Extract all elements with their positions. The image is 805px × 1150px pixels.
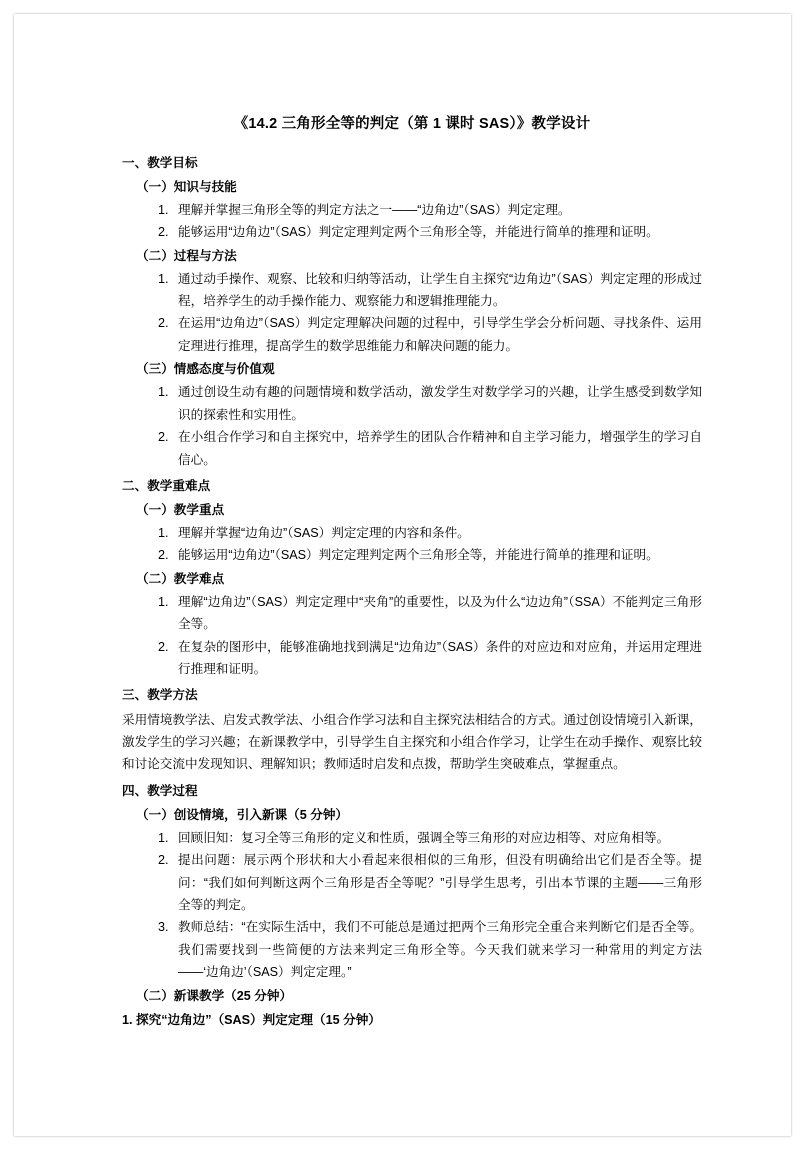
section-heading-4: 四、教学过程 xyxy=(122,783,198,798)
subsection-heading-2-1: （一）教学重点 xyxy=(136,502,225,517)
list-section-2-2 xyxy=(124,591,702,681)
subsection-heading-1-1: （一）知识与技能 xyxy=(136,179,237,194)
list-section-1-3 xyxy=(124,381,702,471)
list-item: 1. 理解并掌握三角形全等的判定方法之一——“边角边”（SAS）判定定理。 xyxy=(172,199,702,221)
list-section-2-1 xyxy=(124,522,702,567)
list-item: 2. 提出问题：展示两个形状和大小看起来很相似的三角形，但没有明确给出它们是否全等。提问：“我们如何判断这两个三角形是否全等呢？”引导学生思考，引出本节课的主题——三角形全等的判定。 xyxy=(172,849,702,916)
section-heading-1: 一、教学目标 xyxy=(122,155,198,170)
list-item: 3. 教师总结：“在实际生活中，我们不可能总是通过把两个三角形完全重合来判断它们是否全等。我们需要找到一些简便的方法来判定三角形全等。今天我们就来学习一种常用的判定方法——‘边角边’（SAS）判定定理。” xyxy=(172,916,702,983)
section-3-paragraph: 采用情境教学法、启发式教学法、小组合作学习法和自主探究法相结合的方式。通过创设情境引入新课，激发学生的学习兴趣；在新课教学中，引导学生自主探究和小组合作学习，让学生在动手操作、观察比较和讨论交流中发现知识、理解知识；教师适时启发和点拨，帮助学生突破难点，掌握重点。 xyxy=(122,712,702,772)
list-item: 1. 通过动手操作、观察、比较和归纳等活动，让学生自主探究“边角边”（SAS）判定定理的形成过程，培养学生的动手操作能力、观察能力和逻辑推理能力。 xyxy=(172,268,702,313)
subsection-heading-4-2: （二）新课教学（25 分钟） xyxy=(136,988,293,1003)
subsection-heading-2-2: （二）教学难点 xyxy=(136,571,225,586)
list-item: 2. 在小组合作学习和自主探究中，培养学生的团队合作精神和自主学习能力，增强学生的学习自信心。 xyxy=(172,426,702,471)
subsection-heading-4-2-1: 1. 探究“边角边”（SAS）判定定理（15 分钟） xyxy=(122,1012,381,1027)
document-content xyxy=(122,114,702,1032)
section-heading-3: 三、教学方法 xyxy=(122,688,198,703)
list-item: 1. 回顾旧知：复习全等三角形的定义和性质，强调全等三角形的对应边相等、对应角相等。 xyxy=(172,827,702,849)
list-section-1-2 xyxy=(124,268,702,358)
list-item: 2. 在复杂的图形中，能够准确地找到满足“边角边”（SAS）条件的对应边和对应角，并运用定理进行推理和证明。 xyxy=(172,636,702,681)
list-item: 1. 通过创设生动有趣的问题情境和数学活动，激发学生对数学学习的兴趣，让学生感受到数学知识的探索性和实用性。 xyxy=(172,381,702,426)
subsection-heading-4-1: （一）创设情境，引入新课（5 分钟） xyxy=(136,807,349,822)
list-item: 1. 理解并掌握“边角边”（SAS）判定定理的内容和条件。 xyxy=(172,522,702,544)
section-heading-2: 二、教学重难点 xyxy=(122,478,211,493)
list-item: 2. 在运用“边角边”（SAS）判定定理解决问题的过程中，引导学生学会分析问题、寻找条件、运用定理进行推理，提高学生的数学思维能力和解决问题的能力。 xyxy=(172,312,702,357)
list-section-1-1 xyxy=(124,199,702,244)
list-item: 1. 理解“边角边”（SAS）判定定理中“夹角”的重要性，以及为什么“边边角”（SSA）不能判定三角形全等。 xyxy=(172,591,702,636)
subsection-heading-1-2: （二）过程与方法 xyxy=(136,248,237,263)
list-section-4-1 xyxy=(124,827,702,984)
page-title: 《14.2 三角形全等的判定（第 1 课时 SAS）》教学设计 xyxy=(233,116,591,132)
document-sheet xyxy=(14,14,791,1136)
list-item: 2. 能够运用“边角边”（SAS）判定定理判定两个三角形全等，并能进行简单的推理和证明。 xyxy=(172,544,702,566)
list-item: 2. 能够运用“边角边”（SAS）判定定理判定两个三角形全等，并能进行简单的推理和证明。 xyxy=(172,221,702,243)
subsection-heading-1-3: （三）情感态度与价值观 xyxy=(136,362,275,377)
